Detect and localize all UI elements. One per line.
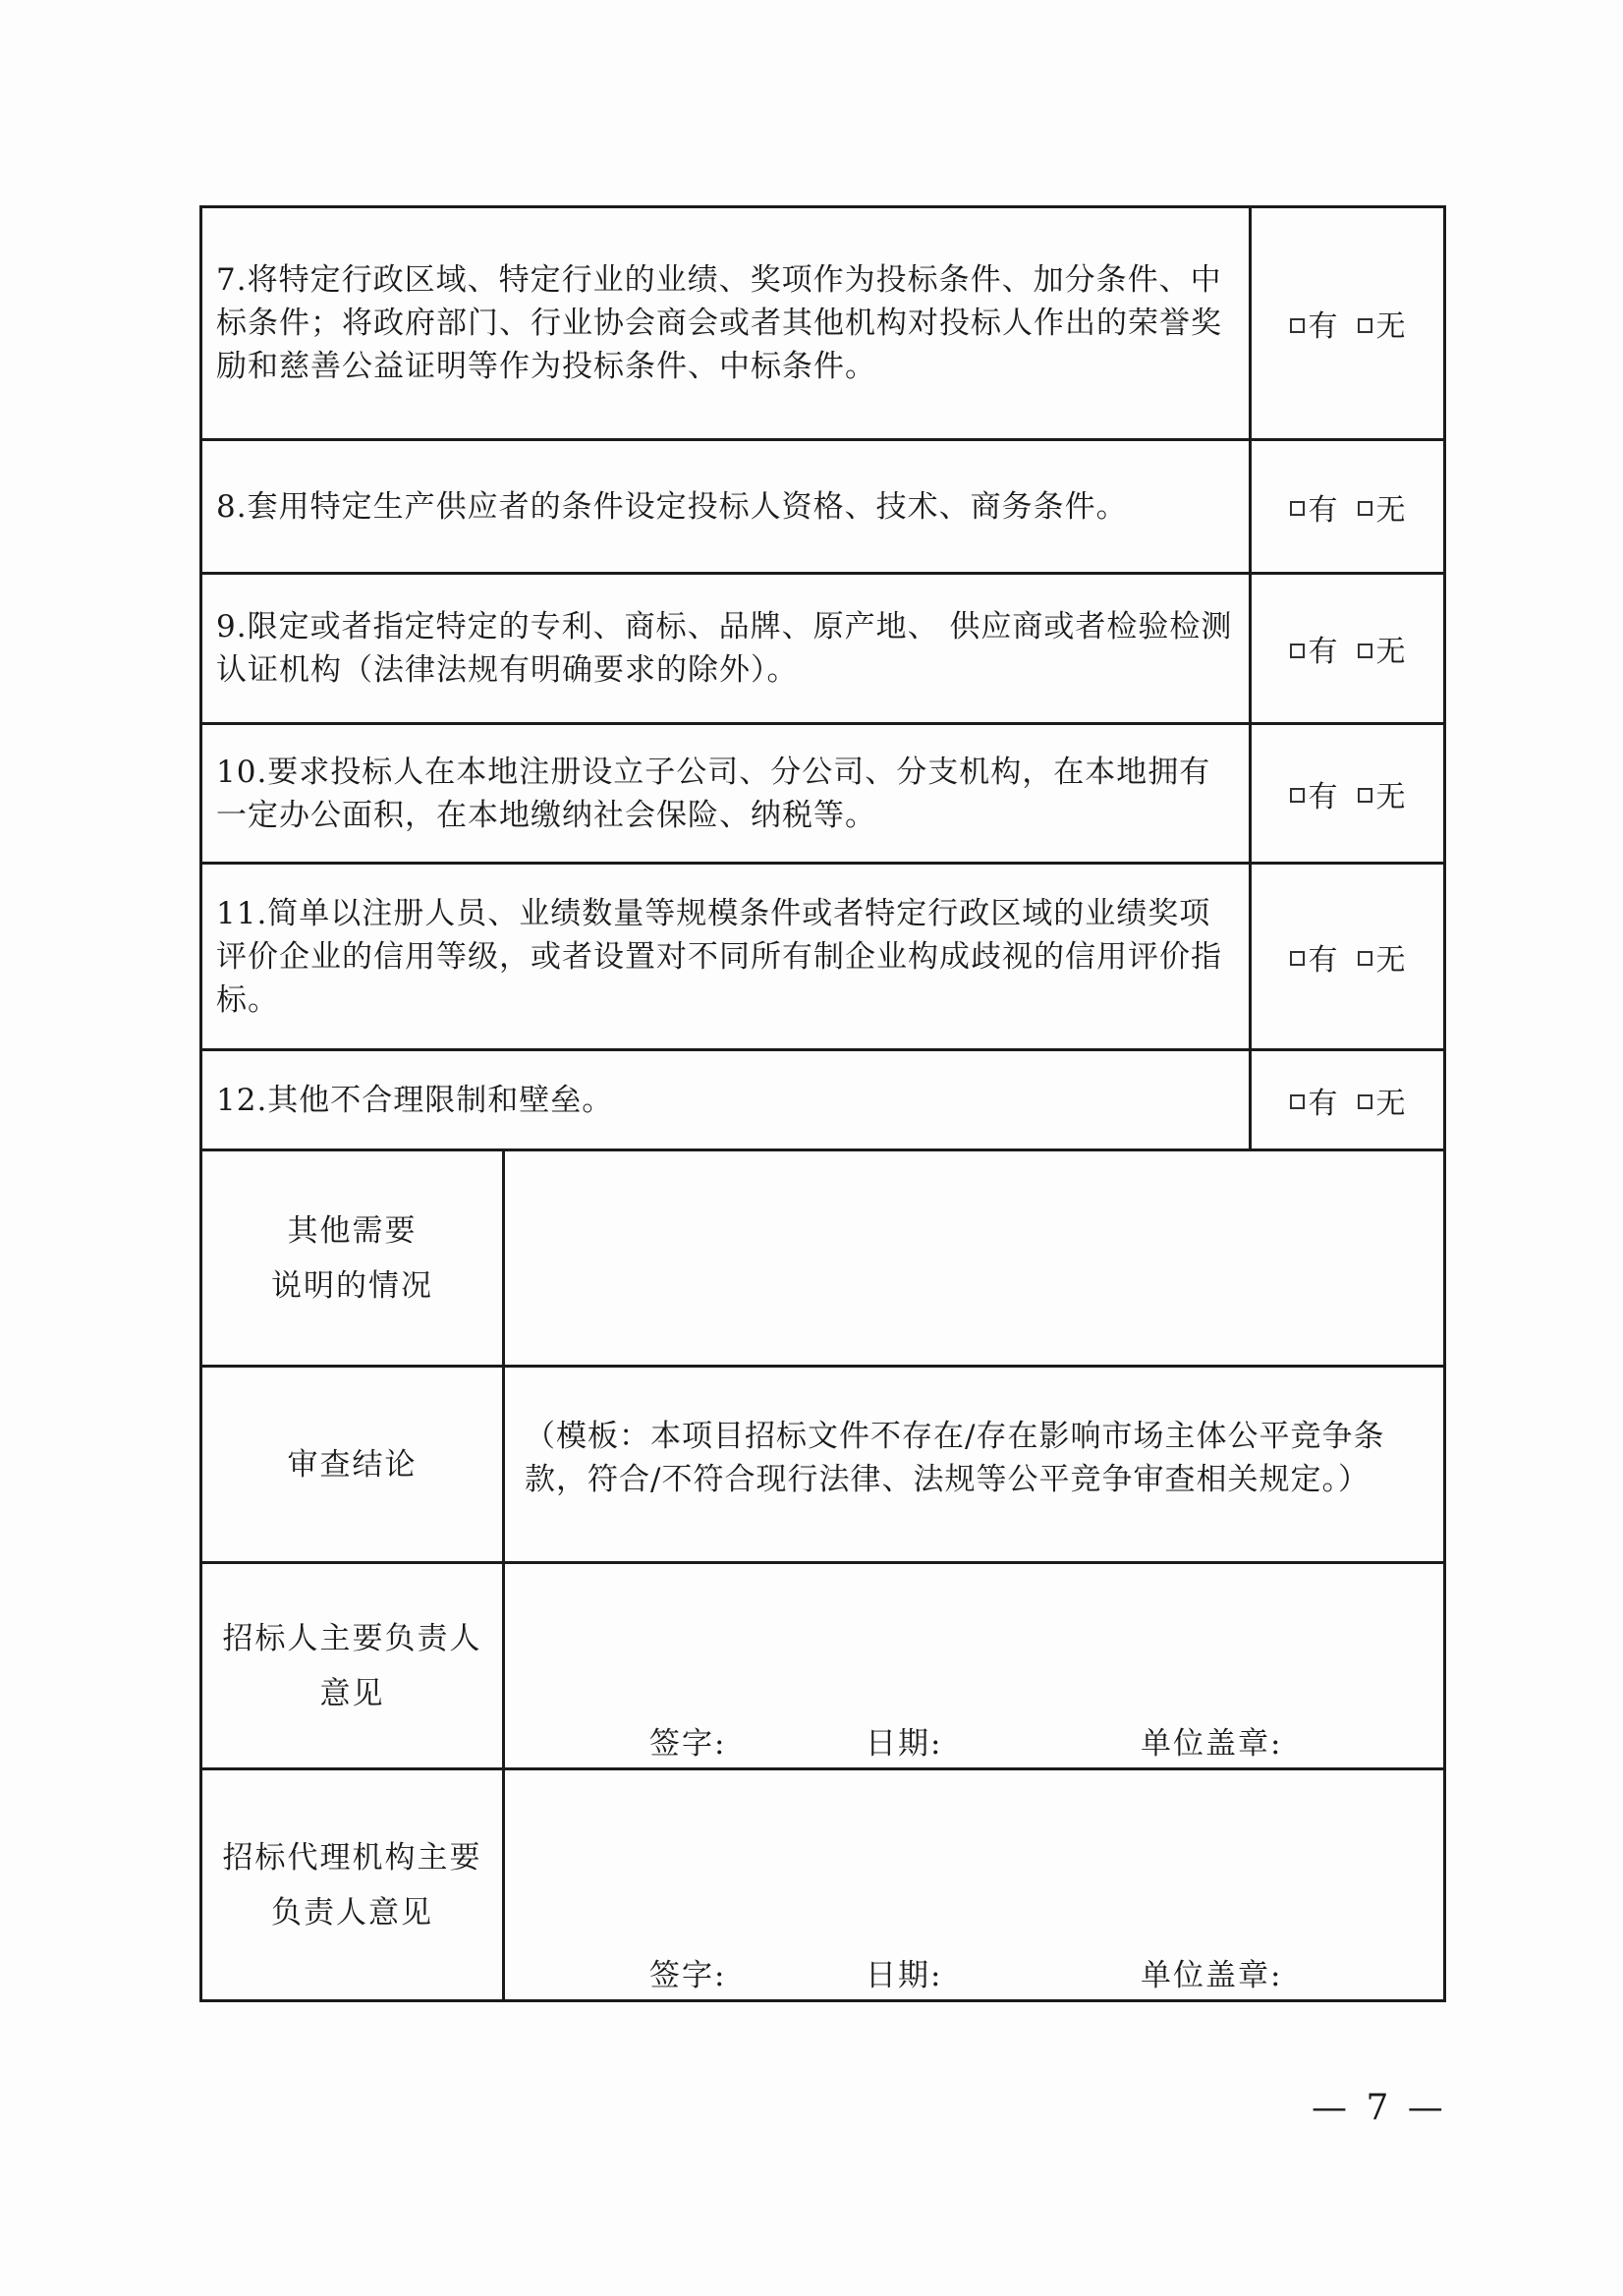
item-11-text: 11.简单以注册人员、业绩数量等规模条件或者特定行政区域的业绩奖项评价企业的信用等级，或者设置对不同所有制企业构成歧视的信用评价指标。	[202, 865, 1252, 1048]
checkbox-icon[interactable]	[1290, 788, 1305, 803]
item-9-text: 9.限定或者指定特定的专利、商标、品牌、原产地、 供应商或者检验检测认证机构（法律法规有明确要求的除外）。	[202, 575, 1252, 722]
checkbox-icon[interactable]	[1290, 951, 1305, 966]
item-9-options	[1252, 575, 1443, 722]
table-row	[199, 575, 1446, 725]
checkbox-icon[interactable]	[1290, 318, 1305, 333]
item-12-options	[1252, 1051, 1443, 1148]
item-8-text: 8.套用特定生产供应者的条件设定投标人资格、技术、商务条件。	[202, 441, 1252, 572]
table-row	[199, 205, 1446, 441]
option-yes[interactable]: 有	[1290, 935, 1338, 979]
page-number: — 7 —	[1312, 2088, 1447, 2128]
date-label: 日期:	[866, 1726, 943, 1762]
review-form-table	[199, 205, 1446, 2002]
option-yes[interactable]: 有	[1290, 302, 1338, 345]
option-yes[interactable]: 有	[1290, 772, 1338, 815]
item-12-text: 12.其他不合理限制和壁垒。	[202, 1051, 1252, 1148]
tenderer-opinion-row	[199, 1564, 1446, 1770]
item-11-options	[1252, 865, 1443, 1048]
other-notes-row	[199, 1151, 1446, 1368]
table-row	[199, 725, 1446, 865]
item-8-options	[1252, 441, 1443, 572]
checkbox-icon[interactable]	[1290, 644, 1305, 658]
conclusion-text[interactable]: （模板：本项目招标文件不存在/存在影响市场主体公平竞争条款，符合/不符合现行法律、法规等公平竞争审查相关规定。）	[525, 1419, 1385, 1497]
other-notes-label: 其他需要 说明的情况	[202, 1151, 505, 1365]
table-row	[199, 441, 1446, 575]
table-row	[199, 1051, 1446, 1151]
option-no[interactable]: 无	[1358, 935, 1406, 979]
option-no[interactable]: 无	[1358, 627, 1406, 670]
table-row	[199, 865, 1446, 1051]
signature-label: 签字:	[649, 1958, 727, 1993]
conclusion-row	[199, 1368, 1446, 1564]
agency-opinion-label: 招标代理机构主要 负责人意见	[202, 1770, 505, 1999]
agency-opinion-row	[199, 1770, 1446, 2002]
checkbox-icon[interactable]	[1290, 501, 1305, 516]
tenderer-opinion-label: 招标人主要负责人 意见	[202, 1564, 505, 1767]
checkbox-icon[interactable]	[1358, 788, 1372, 803]
option-no[interactable]: 无	[1358, 772, 1406, 815]
option-no[interactable]: 无	[1358, 1079, 1406, 1122]
tenderer-opinion-field[interactable]	[505, 1564, 1443, 1767]
item-7-options	[1252, 208, 1443, 438]
seal-label: 单位盖章:	[1141, 1958, 1283, 1993]
checkbox-icon[interactable]	[1358, 951, 1372, 966]
option-no[interactable]: 无	[1358, 302, 1406, 345]
seal-label: 单位盖章:	[1141, 1726, 1283, 1762]
conclusion-label: 审查结论	[202, 1368, 505, 1561]
item-10-text: 10.要求投标人在本地注册设立子公司、分公司、分支机构，在本地拥有一定办公面积，在本地缴纳社会保险、纳税等。	[202, 725, 1252, 862]
date-label: 日期:	[866, 1958, 943, 1993]
agency-opinion-field[interactable]	[505, 1770, 1443, 1999]
item-7-text: 7.将特定行政区域、特定行业的业绩、奖项作为投标条件、加分条件、中标条件；将政府部门、行业协会商会或者其他机构对投标人作出的荣誉奖励和慈善公益证明等作为投标条件、中标条件。	[202, 208, 1252, 438]
signature-label: 签字:	[649, 1726, 727, 1762]
checkbox-icon[interactable]	[1358, 318, 1372, 333]
option-yes[interactable]: 有	[1290, 485, 1338, 529]
other-notes-field[interactable]	[505, 1151, 1443, 1365]
checkbox-icon[interactable]	[1358, 644, 1372, 658]
checkbox-icon[interactable]	[1290, 1094, 1305, 1109]
item-10-options	[1252, 725, 1443, 862]
option-yes[interactable]: 有	[1290, 1079, 1338, 1122]
checkbox-icon[interactable]	[1358, 501, 1372, 516]
option-no[interactable]: 无	[1358, 485, 1406, 529]
option-yes[interactable]: 有	[1290, 627, 1338, 670]
checkbox-icon[interactable]	[1358, 1094, 1372, 1109]
